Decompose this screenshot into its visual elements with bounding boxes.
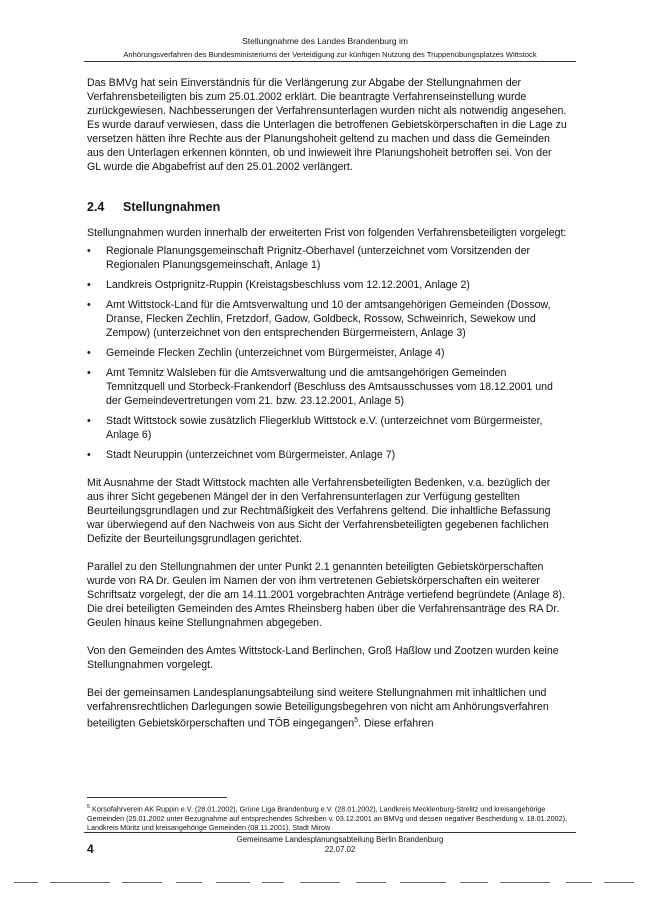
scan-artifact-line: [300, 882, 340, 883]
scan-artifact-line: [122, 882, 162, 883]
section-heading: [87, 200, 567, 214]
footer-date: 22.07.02: [324, 845, 356, 854]
bullet-icon: •: [87, 367, 91, 379]
footnote-mark: 5: [87, 804, 91, 810]
bullet-icon: •: [87, 279, 91, 291]
document-body: [87, 76, 567, 731]
scan-artifact-line: [500, 882, 550, 883]
scan-artifact-line: [604, 882, 634, 883]
bullet-text: Regionale Planungsgemeinschaft Prignitz-Oberhavel (unterzeichnet vom Vorsitzenden der Regionalen Planungsgemeinschaft, Anlage 1): [106, 245, 530, 271]
scan-artifact-line: [50, 882, 110, 883]
bullet-item: [87, 448, 567, 462]
section-lead: Stellungnahmen wurden innerhalb der erweiterten Frist von folgenden Verfahrensbeteiligten vorgelegt:: [87, 227, 567, 239]
bullet-text: Stadt Wittstock sowie zusätzlich Fliegerklub Wittstock e.V. (unterzeichnet vom Bürgermeister, Anlage 6): [106, 415, 543, 441]
bullet-item: [87, 278, 567, 292]
bullet-item: [87, 414, 567, 442]
bullet-icon: •: [87, 347, 91, 359]
scan-artifact-line: [356, 882, 386, 883]
scan-artifact-line: [176, 882, 202, 883]
bullet-item: [87, 346, 567, 360]
bullet-text: Gemeinde Flecken Zechlin (unterzeichnet vom Bürgermeister, Anlage 4): [106, 347, 445, 359]
bullet-item: [87, 244, 567, 272]
header-title: Stellungnahme des Landes Brandenburg im: [242, 36, 408, 46]
scan-artifact-line: [400, 882, 446, 883]
footer-rule: [84, 832, 576, 833]
footnote-rule: [87, 797, 227, 798]
bullet-icon: •: [87, 299, 91, 311]
bullet-icon: •: [87, 245, 91, 257]
bullet-item: [87, 366, 567, 408]
footnote: [87, 803, 569, 833]
paragraph: Parallel zu den Stellungnahmen der unter Punkt 2.1 genannten beteiligten Gebietskörperschaften wurde von RA Dr. Geulen im Namen der von ihm vertretenen Gebietskörperschaften ein weiterer Schriftsatz vorgelegt, der die am 14.11.2001 vorgebrachten Anträge vertiefend begründete (Anlage 8). Die drei beteiligten Gemeinden des Amtes Rheinsberg haben über die Verfahrensanträge des RA Dr. Geulen hinaus keine Stellungnahmen abgegeben.: [87, 561, 566, 629]
bullet-text: Amt Wittstock-Land für die Amtsverwaltung und 10 der amtsangehörigen Gemeinden (Dossow, Dranse, Flecken Zechlin, Fretzdorf, Gadow, Goldbeck, Rossow, Schweinrich, Sewekow und Zempow) (unterzeichnet von den entsprechenden Bürgermeistern, Anlage 3): [106, 299, 551, 339]
paragraph-text: Bei der gemeinsamen Landesplanungsabteilung sind weitere Stellungnahmen mit inhaltlichen und verfahrensrechtlichen Darlegungen sowie Beteiligungsbegehren von nicht am Anhörungsverfahren beteiligten Gebietskörperschaften und TÖB eingegangen: [87, 687, 549, 730]
scan-artifact-line: [14, 882, 38, 883]
paragraph: Mit Ausnahme der Stadt Wittstock machten alle Verfahrensbeteiligten Bedenken, v.a. bezüglich der aus ihrer Sicht gegebenen Mängel der in den Verfahrensunterlagen zur Verfügung gestellten Beurteilungsgrundlagen und zur Rechtmäßigkeit des Verfahrens geltend. Die inhaltliche Befassung war überwiegend auf den Nachweis von aus Sicht der Verfahrensbeteiligten gegebenen fachlichen Defizite der Beurteilungsgrundlagen gerichtet.: [87, 477, 551, 545]
bullet-text: Amt Temnitz Walsleben für die Amtsverwaltung und die amtsangehörigen Gemeinden Temnitzquell und Storbeck-Frankendorf (Beschluss des Amtsausschusses vom 18.12.2001 und der Gemeindevertretungen vom 21. bzw. 23.12.2001, Anlage 5): [106, 367, 553, 407]
bullet-icon: •: [87, 415, 91, 427]
section-number: 2.4: [87, 200, 105, 214]
paragraph-text-end: . Diese erfahren: [358, 717, 434, 730]
bullet-item: [87, 298, 567, 340]
paragraph: Von den Gemeinden des Amtes Wittstock-Land Berlinchen, Groß Haßlow und Zootzen wurden keine Stellungnahmen vorgelegt.: [87, 645, 559, 671]
scan-artifact-line: [262, 882, 284, 883]
footer: [180, 835, 500, 855]
page-number: 4: [87, 842, 94, 856]
section-title: Stellungnahmen: [123, 200, 221, 214]
header-rule: [84, 61, 576, 62]
footnote-text: Korsofahrverein AK Ruppin e.V. (28.01.2002), Grüne Liga Brandenburg e.V. (28.01.2002), Landkreis Mecklenburg-Strelitz und kreisangehörige Gemeinden (25.01.2002 unter Bezugnahme auf entsprechendes Schreiben v. 03.12.2001 an BMVg und dessen negativer Bescheidung v. 18.01.2002), Landkreis Müritz und kreisangehörige Gemeinden (08.11.2001), Stadt Mirow: [87, 804, 568, 833]
footnote-reference: 5: [354, 717, 359, 724]
header-subtitle: Anhörungsverfahren des Bundesministeriums der Verteidigung zur künftigen Nutzung des Truppenübungsplatzes Wittstock: [123, 50, 537, 59]
scan-artifact-line: [460, 882, 488, 883]
scan-artifact-line: [216, 882, 250, 883]
bullet-icon: •: [87, 449, 91, 461]
footer-line: Gemeinsame Landesplanungsabteilung Berlin Brandenburg: [236, 835, 444, 844]
paragraph: [87, 686, 567, 731]
bullet-text: Landkreis Ostprignitz-Ruppin (Kreistagsbeschluss vom 12.12.2001, Anlage 2): [106, 279, 470, 291]
scan-artifact-line: [566, 882, 592, 883]
bullet-text: Stadt Neuruppin (unterzeichnet vom Bürgermeister, Anlage 7): [106, 449, 396, 461]
intro-paragraph: Das BMVg hat sein Einverständnis für die Verlängerung zur Abgabe der Stellungnahmen der Verfahrensbeteiligten bis zum 25.01.2002 erklärt. Die beantragte Verfahrenseinstellung wurde zurückgewiesen. Nachbesserungen der Verfahrensunterlagen wurden nicht als notwendig angesehen. Es wurde darauf verwiesen, dass die Unterlagen die betroffenen Gebietskörperschaften in die Lage zu versetzen hätten ihre Rechte aus der Planungshoheit geltend zu machen und dass die Gemeinden aus den Unterlagen erkennen könnten, ob und inwieweit ihre Planungshoheit betroffen sei. Von der GL wurde die Abgabefrist auf den 25.01.2002 verlängert.: [87, 77, 567, 173]
